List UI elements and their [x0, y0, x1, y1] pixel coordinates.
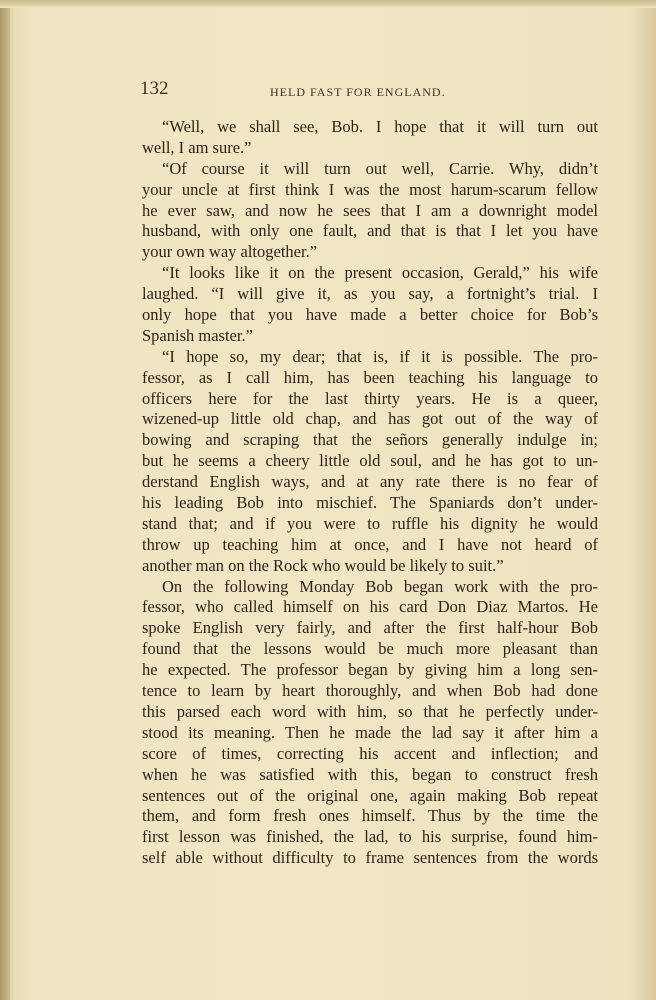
text-line: bowing and scraping that the señors generally indulge in;: [142, 430, 598, 450]
page-header: [140, 78, 600, 102]
text-line: he expected. The professor began by giving him a long sen-: [142, 660, 598, 680]
text-line: “It looks like it on the present occasion, Gerald,” his wife: [162, 263, 598, 283]
text-line: only hope that you have made a better choice for Bob’s: [142, 305, 598, 325]
text-line: he ever saw, and now he sees that I am a downright model: [142, 200, 598, 220]
text-line: his leading Bob into mischief. The Spaniards don’t under-: [142, 493, 598, 513]
text-line: your uncle at first think I was the most harum-scarum fellow: [142, 179, 598, 199]
text-line: when he was satisfied with this, began to construct fresh: [142, 764, 598, 784]
text-line: found that the lessons would be much more pleasant than: [142, 639, 598, 659]
text-line: laughed. “I will give it, as you say, a fortnight’s trial. I: [142, 284, 598, 304]
text-line: another man on the Rock who would be likely to suit.”: [142, 555, 504, 575]
page-gutter-shadow: [0, 0, 10, 1000]
text-line: well, I am sure.”: [142, 137, 252, 157]
page-top-edge: [0, 0, 656, 8]
text-line: sentences out of the original one, again making Bob repeat: [142, 785, 598, 805]
text-line: but he seems a cheery little old soul, and he has got to un-: [142, 451, 598, 471]
running-head: HELD FAST FOR ENGLAND.: [270, 85, 446, 99]
text-line: Spanish master.”: [142, 325, 253, 345]
text-line: this parsed each word with him, so that he perfectly under-: [142, 701, 598, 721]
text-line: your own way altogether.”: [142, 242, 318, 262]
text-line: “Of course it will turn out well, Carrie. Why, didn’t: [162, 158, 598, 178]
text-line: derstand English ways, and at any rate there is no fear of: [142, 472, 598, 492]
body-text: [142, 117, 598, 869]
text-line: stand that; and if you were to ruffle his dignity he would: [142, 513, 598, 533]
text-line: On the following Monday Bob began work with the pro-: [162, 576, 598, 596]
text-line: spoke English very fairly, and after the first half-hour Bob: [142, 618, 598, 638]
page-number: 132: [140, 78, 169, 99]
text-line: score of times, correcting his accent and inflection; and: [142, 743, 598, 763]
text-line: them, and form fresh ones himself. Thus by the time the: [142, 806, 598, 826]
text-line: self able without difficulty to frame sentences from the words: [142, 848, 598, 868]
text-line: “I hope so, my dear; that is, if it is possible. The pro-: [162, 346, 598, 366]
text-line: first lesson was finished, the lad, to his surprise, found him-: [142, 827, 598, 847]
text-line: throw up teaching him at once, and I have not heard of: [142, 534, 598, 554]
text-line: fessor, who called himself on his card Don Diaz Martos. He: [142, 597, 598, 617]
text-line: husband, with only one fault, and that is that I let you have: [142, 221, 598, 241]
text-line: wizened-up little old chap, and has got out of the way of: [142, 409, 598, 429]
text-line: tence to learn by heart thoroughly, and when Bob had done: [142, 681, 598, 701]
text-line: stood its meaning. Then he made the lad say it after him a: [142, 722, 598, 742]
text-line: fessor, as I call him, has been teaching his language to: [142, 367, 598, 387]
text-line: officers here for the last thirty years. He is a queer,: [142, 388, 598, 408]
text-line: “Well, we shall see, Bob. I hope that it will turn out: [162, 117, 598, 136]
